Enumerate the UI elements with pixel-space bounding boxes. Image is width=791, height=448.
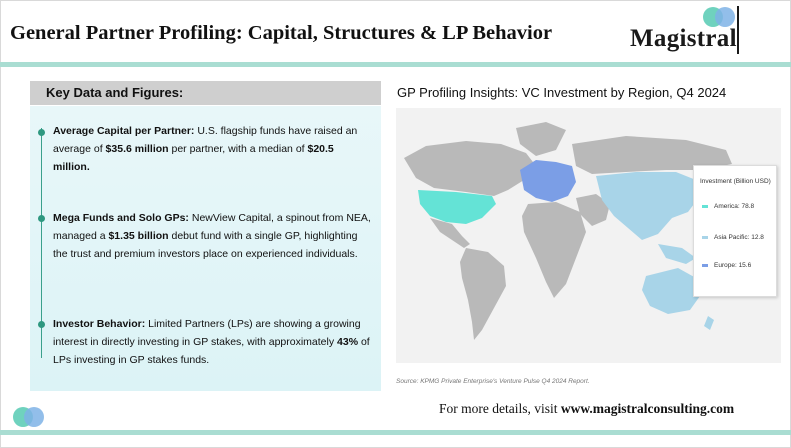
- legend-swatch: [702, 236, 708, 239]
- key-item-text: NewView Capital, a spinout from NEA, managed a: [53, 212, 371, 242]
- map-region-australia: [642, 268, 700, 314]
- key-item-text: Limited Partners (LPs) are showing a growing interest in directly investing in GP stakes, with approximately: [53, 318, 361, 348]
- key-item-capital: [53, 122, 371, 176]
- key-item-value: $20.5 million.: [53, 143, 334, 173]
- source-note: Source: KPMG Private Enterprise's Venture Pulse Q4 2024 Report.: [396, 378, 590, 385]
- legend-item-europe: [702, 262, 751, 269]
- legend-label: America: 78.8: [714, 203, 755, 210]
- key-item-text: U.S. flagship funds have raised an average of: [53, 125, 358, 155]
- map-region-new-zealand: [704, 316, 714, 330]
- timeline-dot: [38, 215, 45, 222]
- footer-link[interactable]: www.magistralconsulting.com: [560, 401, 735, 416]
- map-legend: [693, 165, 777, 297]
- legend-swatch: [702, 205, 708, 208]
- map-region-asia-pacific: [596, 172, 700, 240]
- logo-divider: [737, 6, 739, 54]
- key-data-heading-text: Key Data and Figures:: [46, 85, 184, 100]
- key-item-text: of LPs investing in GP stakes funds.: [53, 336, 370, 366]
- key-item-label: Mega Funds and Solo GPs:: [53, 212, 189, 224]
- key-item-investor-behavior: [53, 315, 371, 369]
- timeline-dot: [38, 321, 45, 328]
- map-region-africa: [522, 202, 586, 298]
- key-item-label: Average Capital per Partner:: [53, 125, 195, 137]
- key-item-mega-funds: [53, 209, 371, 263]
- header-divider: [0, 62, 791, 67]
- key-item-text: debut fund with a single GP, highlighting the trust and premium investors place on experienced individuals.: [53, 230, 358, 260]
- key-item-value: $1.35 billion: [108, 230, 169, 242]
- legend-label: Asia Pacific: 12.8: [714, 234, 764, 241]
- map-region-america: [418, 190, 496, 224]
- legend-swatch: [702, 264, 708, 267]
- key-item-text: per partner, with a median of: [168, 143, 308, 155]
- map-region-europe: [520, 160, 576, 202]
- legend-label: Europe: 15.6: [714, 262, 752, 269]
- key-item-value: 43%: [337, 336, 359, 348]
- timeline-dot: [38, 129, 45, 136]
- map-region-south-america: [460, 248, 506, 340]
- page-title: General Partner Profiling: Capital, Structures & LP Behavior: [10, 22, 553, 44]
- legend-item-america: [702, 203, 754, 210]
- key-item-value: $35.6 million: [105, 143, 169, 155]
- map-region-canada: [404, 141, 536, 196]
- key-data-heading: [30, 81, 381, 105]
- map-region-southeast-asia: [658, 244, 696, 264]
- footer-divider: [0, 430, 791, 435]
- legend-title: Investment (Billion USD): [700, 178, 771, 185]
- map-region-greenland: [516, 122, 566, 156]
- map-title: GP Profiling Insights: VC Investment by Region, Q4 2024: [397, 85, 727, 100]
- footer-prefix: For more details, visit: [439, 401, 561, 416]
- footer-note: [439, 401, 734, 417]
- footer-circles-icon: [11, 405, 47, 429]
- key-item-label: Investor Behavior:: [53, 318, 146, 330]
- logo-text: Magistral: [630, 25, 737, 52]
- legend-item-asia-pacific: [702, 234, 764, 241]
